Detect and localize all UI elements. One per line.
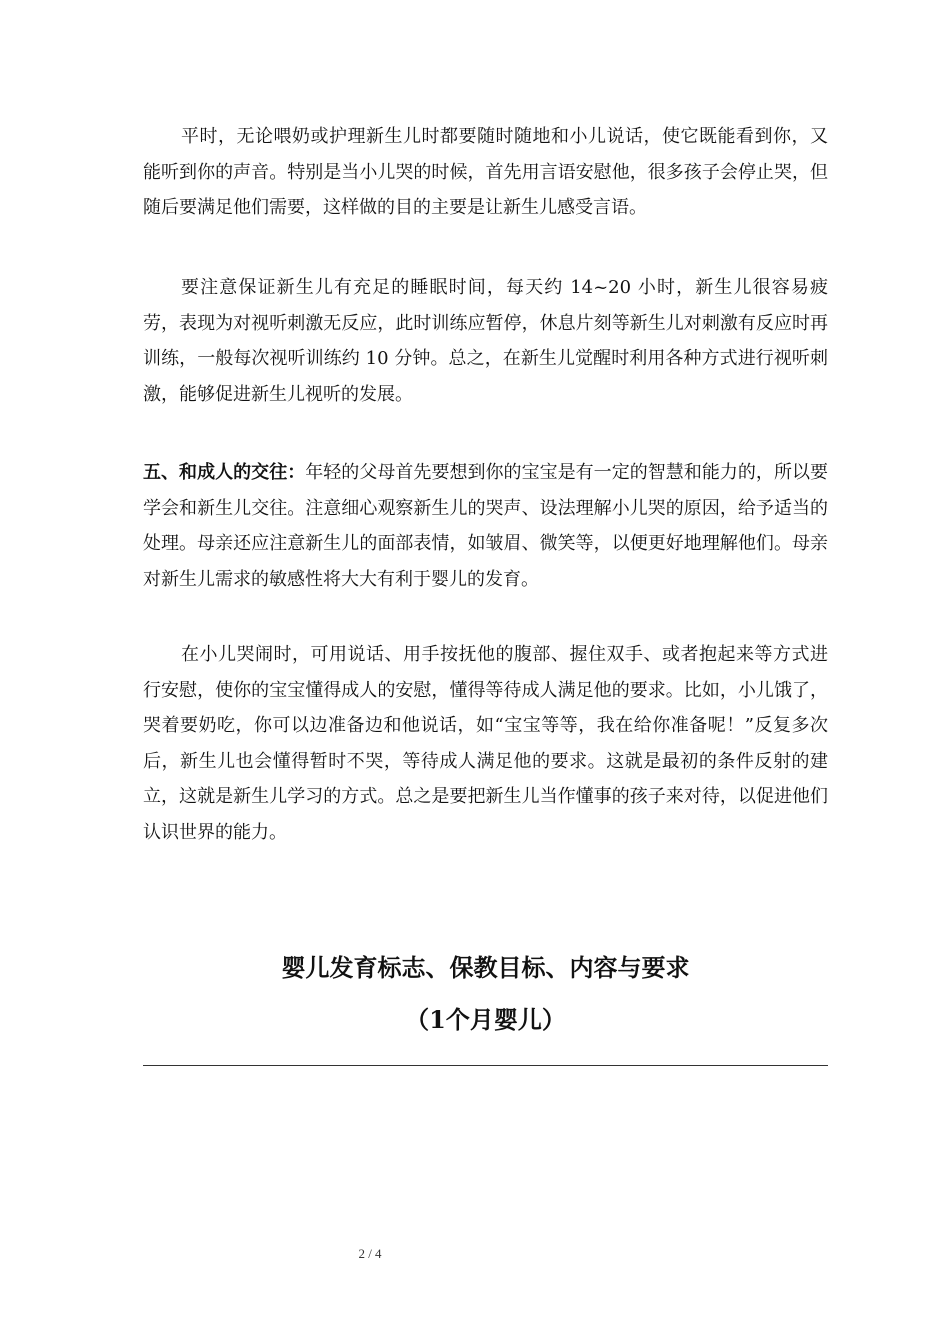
paragraph-talk-to-newborn: 平时，无论喂奶或护理新生儿时都要随时随地和小儿说话，使它既能看到你，又能听到你的声音。特别是当小儿哭的时候，首先用言语安慰他，很多孩子会停止哭，但随后要满足他们需要，这样做的目的主要是让新生儿感受言语。 (143, 126, 828, 218)
section-heading-interaction: 五、和成人的交往： (143, 462, 306, 483)
paragraph-adult-interaction-body: 年轻的父母首先要想到你的宝宝是有一定的智慧和能力的，所以要学会和新生儿交往。注意细心观察新生儿的哭声、设法理解小儿哭的原因，给予适当的处理。母亲还应注意新生儿的面部表情，如皱眉、微笑等，以便更好地理解他们。母亲对新生儿需求的敏感性将大大有利于婴儿的发育。 (143, 462, 829, 590)
paragraph-sleep-time: 要注意保证新生儿有充足的睡眠时间，每天约 14~20 小时，新生儿很容易疲劳，表现为对视听刺激无反应，此时训练应暂停，休息片刻等新生儿对刺激有反应时再训练，一般每次视听训练约 10 分钟。总之，在新生儿觉醒时利用各种方式进行视听刺激，能够促进新生儿视听的发展。 (143, 277, 828, 405)
section-title: 婴儿发育标志、保教目标、内容与要求 (281, 953, 690, 982)
paragraph-adult-interaction (143, 455, 828, 597)
paragraph-soothing: 在小儿哭闹时，可用说话、用手按抚他的腹部、握住双手、或者抱起来等方式进行安慰，使你的宝宝懂得成人的安慰，懂得等待成人满足他的要求。比如，小儿饿了，哭着要奶吃，你可以边准备边和他说话，如“宝宝等等，我在给你准备呢！”反复多次后，新生儿也会懂得暂时不哭，等待成人满足他的要求。这就是最初的条件反射的建立，这就是新生儿学习的方式。总之是要把新生儿当作懂事的孩子来对待，以促进他们认识世界的能力。 (143, 644, 828, 843)
page-number: 2 / 4 (358, 1246, 382, 1261)
horizontal-divider (143, 1065, 828, 1066)
section-subtitle: （1个月婴儿） (405, 1005, 566, 1034)
